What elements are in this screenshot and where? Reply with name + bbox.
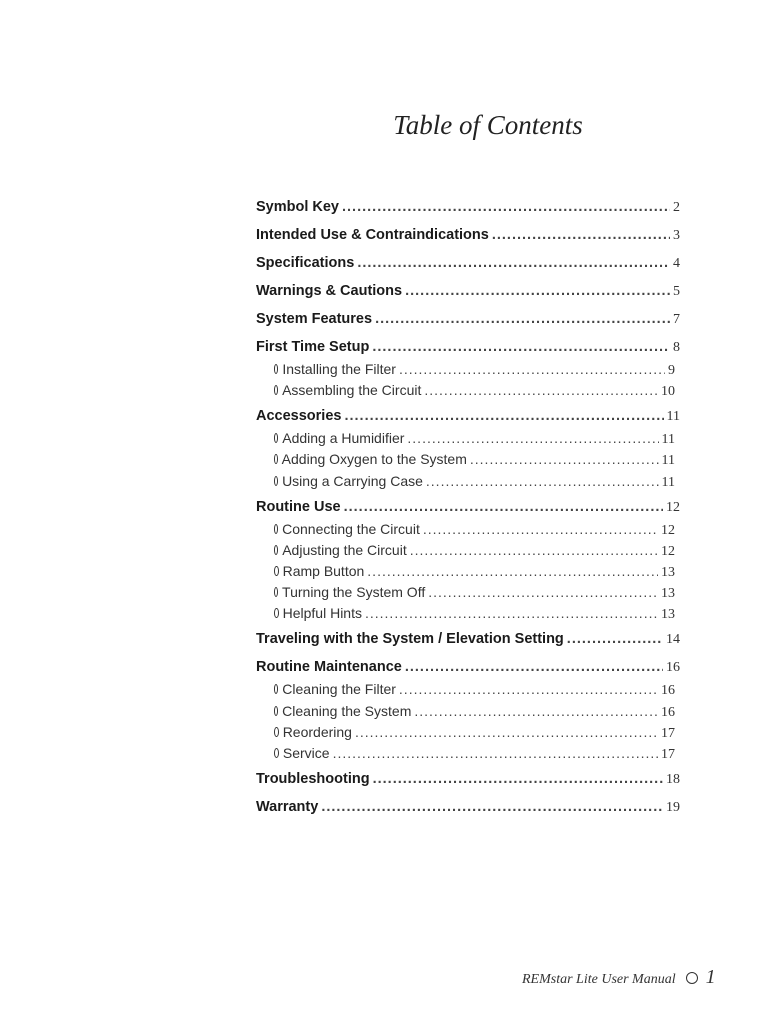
dot-leader xyxy=(367,561,658,582)
toc-entry-label: Warranty xyxy=(256,798,319,815)
toc-entry-symbol-key[interactable] xyxy=(256,196,680,224)
toc-subentry-adjusting-circuit[interactable] xyxy=(256,540,675,561)
toc-entry-traveling[interactable] xyxy=(256,628,680,656)
toc-entry-routine-maintenance[interactable] xyxy=(256,656,680,679)
toc-entry-label: Turning the System Off xyxy=(282,584,426,601)
toc-entry-page: 4 xyxy=(673,256,680,271)
dot-leader xyxy=(410,540,658,561)
page-number: 1 xyxy=(705,966,716,988)
toc-entry-system-features[interactable] xyxy=(256,308,680,336)
dot-leader xyxy=(373,768,663,790)
circle-bullet-icon xyxy=(686,972,698,984)
dot-leader xyxy=(342,196,670,218)
toc-subentry-carrying-case[interactable] xyxy=(256,471,675,496)
circle-bullet-icon xyxy=(274,706,278,716)
toc-entry-page: 12 xyxy=(661,543,675,559)
toc-entry-label: Assembling the Circuit xyxy=(282,382,422,399)
toc-subentry-service[interactable] xyxy=(256,743,675,768)
dot-leader xyxy=(399,679,658,700)
toc-entry-page: 13 xyxy=(661,607,675,623)
toc-entry-label: Installing the Filter xyxy=(282,361,396,377)
toc-entry-page: 16 xyxy=(661,704,675,720)
toc-entry-page: 19 xyxy=(666,799,680,815)
toc-entry-page: 12 xyxy=(666,499,680,515)
circle-bullet-icon xyxy=(274,385,278,395)
circle-bullet-icon xyxy=(274,727,279,737)
toc-entry-page: 13 xyxy=(661,586,675,602)
toc-subentry-turning-off[interactable] xyxy=(256,582,675,603)
toc-entry-label: Accessories xyxy=(256,408,342,425)
toc-entry-label: Using a Carrying Case xyxy=(282,472,423,489)
toc-entry-page: 14 xyxy=(666,632,680,648)
manual-name: REMstar Lite User Manual xyxy=(522,972,676,987)
toc-entry-page: 3 xyxy=(673,228,680,243)
toc-entry-page: 7 xyxy=(673,312,680,327)
toc-subentry-reordering[interactable] xyxy=(256,722,675,743)
circle-bullet-icon xyxy=(274,748,279,758)
toc-entry-label: Troubleshooting xyxy=(256,770,370,787)
circle-bullet-icon xyxy=(274,454,278,464)
toc-entry-label: Traveling with the System / Elevation Setting xyxy=(256,631,564,648)
toc-entry-page: 11 xyxy=(661,453,675,469)
dot-leader xyxy=(424,380,658,401)
toc-entry-page: 11 xyxy=(661,432,675,448)
toc-entry-label: Connecting the Circuit xyxy=(282,520,420,537)
toc-entry-label: Adding Oxygen to the System xyxy=(281,451,467,468)
toc-entry-label: Helpful Hints xyxy=(282,605,362,622)
toc-entry-page: 10 xyxy=(661,384,675,400)
toc-entry-page: 13 xyxy=(661,564,675,580)
toc-entry-warnings[interactable] xyxy=(256,280,680,308)
dot-leader xyxy=(405,656,663,678)
circle-bullet-icon xyxy=(274,524,278,534)
toc-entry-page: 16 xyxy=(661,683,675,699)
toc-entry-troubleshooting[interactable] xyxy=(256,768,680,796)
toc-entry-routine-use[interactable] xyxy=(256,496,680,519)
toc-entry-page: 12 xyxy=(661,522,675,538)
circle-bullet-icon xyxy=(274,476,278,486)
dot-leader xyxy=(357,252,670,274)
table-of-contents xyxy=(256,196,680,824)
toc-entry-label: Intended Use & Contraindications xyxy=(256,227,489,243)
toc-subentry-cleaning-filter[interactable] xyxy=(256,679,675,700)
toc-entry-label: Symbol Key xyxy=(256,199,339,215)
toc-entry-label: Ramp Button xyxy=(282,562,365,579)
toc-entry-page: 16 xyxy=(666,660,680,676)
circle-bullet-icon xyxy=(274,608,279,618)
toc-entry-page: 11 xyxy=(661,474,675,490)
toc-entry-specifications[interactable] xyxy=(256,252,680,280)
toc-entry-label: Cleaning the System xyxy=(282,702,412,719)
toc-subentry-ramp-button[interactable] xyxy=(256,561,675,582)
toc-entry-warranty[interactable] xyxy=(256,796,680,824)
toc-entry-page: 17 xyxy=(661,746,675,762)
toc-entry-page: 18 xyxy=(666,771,680,787)
toc-subentry-helpful-hints[interactable] xyxy=(256,603,675,628)
dot-leader xyxy=(355,722,658,743)
toc-subentry-assembling-circuit[interactable] xyxy=(256,380,675,405)
dot-leader xyxy=(414,701,658,722)
toc-subentry-connecting-circuit[interactable] xyxy=(256,519,675,540)
dot-leader xyxy=(428,582,658,603)
toc-subentry-adding-oxygen[interactable] xyxy=(256,449,675,470)
circle-bullet-icon xyxy=(274,684,278,694)
toc-entry-page: 9 xyxy=(668,363,675,378)
toc-entry-label: Adding a Humidifier xyxy=(282,430,405,447)
toc-entry-page: 2 xyxy=(673,200,680,215)
dot-leader xyxy=(321,796,663,818)
circle-bullet-icon xyxy=(274,587,278,597)
toc-entry-label: Adjusting the Circuit xyxy=(282,541,407,558)
page-footer xyxy=(522,966,716,989)
toc-subentry-cleaning-system[interactable] xyxy=(256,701,675,722)
toc-entry-label: First Time Setup xyxy=(256,339,370,355)
toc-entry-label: Service xyxy=(282,744,330,761)
toc-subentry-adding-humidifier[interactable] xyxy=(256,428,675,449)
page-title: Table of Contents xyxy=(393,110,583,140)
toc-entry-label: Specifications xyxy=(256,255,355,271)
toc-entry-first-time-setup[interactable] xyxy=(256,336,680,359)
dot-leader xyxy=(407,428,658,449)
dot-leader xyxy=(372,336,670,358)
toc-entry-accessories[interactable] xyxy=(256,405,680,428)
toc-entry-page: 5 xyxy=(673,284,680,299)
toc-entry-label: Reordering xyxy=(282,723,352,740)
dot-leader xyxy=(375,308,670,330)
toc-entry-page: 11 xyxy=(666,409,680,425)
circle-bullet-icon xyxy=(274,566,279,576)
dot-leader xyxy=(423,519,658,540)
dot-leader xyxy=(399,359,665,380)
circle-bullet-icon xyxy=(274,364,278,374)
circle-bullet-icon xyxy=(274,433,278,443)
toc-entry-label: Warnings & Cautions xyxy=(256,283,403,299)
dot-leader xyxy=(333,743,658,764)
toc-entry-label: Cleaning the Filter xyxy=(282,681,396,698)
dot-leader xyxy=(492,224,670,246)
dot-leader xyxy=(470,449,659,470)
toc-entry-label: Routine Maintenance xyxy=(256,659,402,676)
circle-bullet-icon xyxy=(274,545,278,555)
toc-subentry-installing-filter[interactable] xyxy=(256,359,675,380)
toc-entry-label: System Features xyxy=(256,311,373,327)
toc-entry-page: 8 xyxy=(673,340,680,355)
dot-leader xyxy=(344,496,663,518)
dot-leader xyxy=(405,280,670,302)
dot-leader xyxy=(344,405,663,427)
dot-leader xyxy=(365,603,658,624)
toc-entry-page: 17 xyxy=(661,725,675,741)
toc-entry-intended-use[interactable] xyxy=(256,224,680,252)
dot-leader xyxy=(567,628,663,650)
toc-entry-label: Routine Use xyxy=(256,498,341,515)
dot-leader xyxy=(426,471,659,492)
